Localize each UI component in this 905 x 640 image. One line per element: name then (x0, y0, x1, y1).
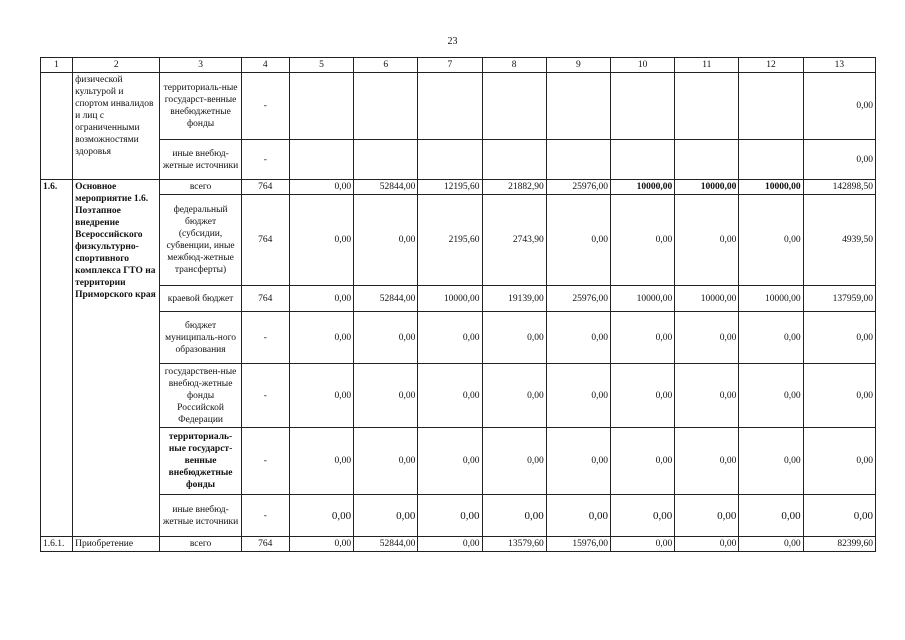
header-cell: 6 (354, 58, 418, 73)
value-cell: 10000,00 (610, 180, 674, 195)
code-cell: 764 (241, 180, 289, 195)
code-cell: - (241, 140, 289, 180)
table-row (41, 428, 876, 495)
source-cell: иные внебюд-жетные источники (160, 140, 241, 180)
value-cell: 0,00 (739, 195, 803, 286)
value-cell: 0,00 (354, 195, 418, 286)
source-cell: всего (160, 537, 241, 552)
value-cell (354, 140, 418, 180)
value-cell: 0,00 (675, 195, 739, 286)
total-cell: 0,00 (803, 428, 875, 495)
value-cell: 0,00 (675, 364, 739, 428)
table-row (41, 312, 876, 364)
table-row (41, 495, 876, 537)
table-row (41, 140, 876, 180)
code-cell: 764 (241, 537, 289, 552)
value-cell: 0,00 (739, 364, 803, 428)
header-cell: 5 (289, 58, 353, 73)
value-cell: 0,00 (739, 312, 803, 364)
source-cell: территориаль-ные государст-венные внебюджетные фонды (160, 73, 241, 140)
header-cell: 11 (675, 58, 739, 73)
value-cell: 0,00 (482, 364, 546, 428)
value-cell: 0,00 (418, 537, 482, 552)
value-cell: 52844,00 (354, 180, 418, 195)
row-number-cell (41, 73, 73, 180)
value-cell: 0,00 (289, 286, 353, 312)
value-cell: 10000,00 (675, 286, 739, 312)
total-cell: 0,00 (803, 364, 875, 428)
value-cell (289, 73, 353, 140)
value-cell: 0,00 (546, 312, 610, 364)
code-cell: 764 (241, 286, 289, 312)
header-cell: 13 (803, 58, 875, 73)
value-cell: 0,00 (546, 495, 610, 537)
value-cell: 15976,00 (546, 537, 610, 552)
header-cell: 10 (610, 58, 674, 73)
code-cell: - (241, 312, 289, 364)
value-cell (610, 140, 674, 180)
header-cell: 4 (241, 58, 289, 73)
value-cell: 10000,00 (610, 286, 674, 312)
value-cell: 0,00 (610, 364, 674, 428)
value-cell: 0,00 (418, 364, 482, 428)
value-cell: 0,00 (546, 428, 610, 495)
activity-name-cell: Приобретение (73, 537, 160, 552)
value-cell: 0,00 (675, 428, 739, 495)
code-cell: - (241, 73, 289, 140)
value-cell: 0,00 (610, 312, 674, 364)
total-cell: 82399,60 (803, 537, 875, 552)
value-cell: 25976,00 (546, 286, 610, 312)
header-cell: 1 (41, 58, 73, 73)
value-cell: 0,00 (418, 312, 482, 364)
value-cell (418, 140, 482, 180)
value-cell (482, 73, 546, 140)
total-cell: 0,00 (803, 140, 875, 180)
value-cell (418, 73, 482, 140)
value-cell (610, 73, 674, 140)
total-cell: 0,00 (803, 312, 875, 364)
value-cell (482, 140, 546, 180)
value-cell: 0,00 (289, 495, 353, 537)
budget-table (40, 57, 876, 552)
value-cell: 10000,00 (418, 286, 482, 312)
value-cell: 0,00 (675, 312, 739, 364)
value-cell: 0,00 (289, 312, 353, 364)
value-cell (739, 140, 803, 180)
value-cell (675, 140, 739, 180)
total-cell: 0,00 (803, 73, 875, 140)
total-cell: 137959,00 (803, 286, 875, 312)
value-cell: 0,00 (675, 495, 739, 537)
total-cell: 4939,50 (803, 195, 875, 286)
source-cell: территориаль-ные государст-венные внебюджетные фонды (160, 428, 241, 495)
value-cell: 0,00 (675, 537, 739, 552)
value-cell (675, 73, 739, 140)
value-cell: 0,00 (546, 364, 610, 428)
value-cell: 0,00 (289, 537, 353, 552)
value-cell: 0,00 (610, 537, 674, 552)
source-cell: краевой бюджет (160, 286, 241, 312)
code-cell: 764 (241, 195, 289, 286)
code-cell: - (241, 428, 289, 495)
value-cell: 0,00 (289, 195, 353, 286)
table-row (41, 195, 876, 286)
source-cell: государствен-ные внебюд-жетные фонды Российской Федерации (160, 364, 241, 428)
value-cell: 0,00 (289, 180, 353, 195)
value-cell: 0,00 (418, 495, 482, 537)
header-row (41, 58, 876, 73)
total-cell: 0,00 (803, 495, 875, 537)
value-cell: 12195,60 (418, 180, 482, 195)
value-cell: 21882,90 (482, 180, 546, 195)
code-cell: - (241, 364, 289, 428)
source-cell: всего (160, 180, 241, 195)
value-cell: 10000,00 (675, 180, 739, 195)
activity-name-cell: Основное мероприятие 1.6. Поэтапное внедрение Всероссийского физкультурно-спортивного комплекса ГТО на территории Приморского края (73, 180, 160, 537)
value-cell: 2743,90 (482, 195, 546, 286)
value-cell: 0,00 (610, 495, 674, 537)
value-cell: 0,00 (418, 428, 482, 495)
total-cell: 142898,50 (803, 180, 875, 195)
source-cell: иные внебюд-жетные источники (160, 495, 241, 537)
value-cell: 0,00 (739, 428, 803, 495)
table-row (41, 286, 876, 312)
value-cell: 0,00 (482, 495, 546, 537)
header-cell: 2 (73, 58, 160, 73)
value-cell: 19139,00 (482, 286, 546, 312)
table-row (41, 73, 876, 140)
activity-name-cell: физической культурой и спортом инвалидов и лиц с ограниченными возможностями здоровья (73, 73, 160, 180)
header-cell: 12 (739, 58, 803, 73)
header-cell: 9 (546, 58, 610, 73)
value-cell: 0,00 (482, 312, 546, 364)
value-cell: 0,00 (610, 428, 674, 495)
value-cell: 10000,00 (739, 180, 803, 195)
value-cell (546, 73, 610, 140)
header-cell: 7 (418, 58, 482, 73)
value-cell (354, 73, 418, 140)
value-cell: 0,00 (354, 364, 418, 428)
value-cell: 0,00 (610, 195, 674, 286)
value-cell: 0,00 (354, 428, 418, 495)
value-cell (739, 73, 803, 140)
value-cell: 0,00 (739, 495, 803, 537)
header-cell: 3 (160, 58, 241, 73)
value-cell: 25976,00 (546, 180, 610, 195)
value-cell: 0,00 (546, 195, 610, 286)
row-number-cell: 1.6.1. (41, 537, 73, 552)
source-cell: федеральный бюджет (субсидии, субвенции, иные межбюд-жетные трансферты) (160, 195, 241, 286)
value-cell: 13579,60 (482, 537, 546, 552)
value-cell: 0,00 (354, 495, 418, 537)
row-number-cell: 1.6. (41, 180, 73, 537)
header-cell: 8 (482, 58, 546, 73)
value-cell: 52844,00 (354, 286, 418, 312)
value-cell: 2195,60 (418, 195, 482, 286)
table-row (41, 537, 876, 552)
value-cell: 0,00 (739, 537, 803, 552)
source-cell: бюджет муниципаль-ного образования (160, 312, 241, 364)
value-cell: 10000,00 (739, 286, 803, 312)
value-cell: 0,00 (289, 364, 353, 428)
value-cell (289, 140, 353, 180)
value-cell: 0,00 (354, 312, 418, 364)
table-row (41, 180, 876, 195)
code-cell: - (241, 495, 289, 537)
page-number: 23 (447, 36, 458, 47)
value-cell: 0,00 (482, 428, 546, 495)
table-row (41, 364, 876, 428)
value-cell: 0,00 (289, 428, 353, 495)
value-cell: 52844,00 (354, 537, 418, 552)
value-cell (546, 140, 610, 180)
